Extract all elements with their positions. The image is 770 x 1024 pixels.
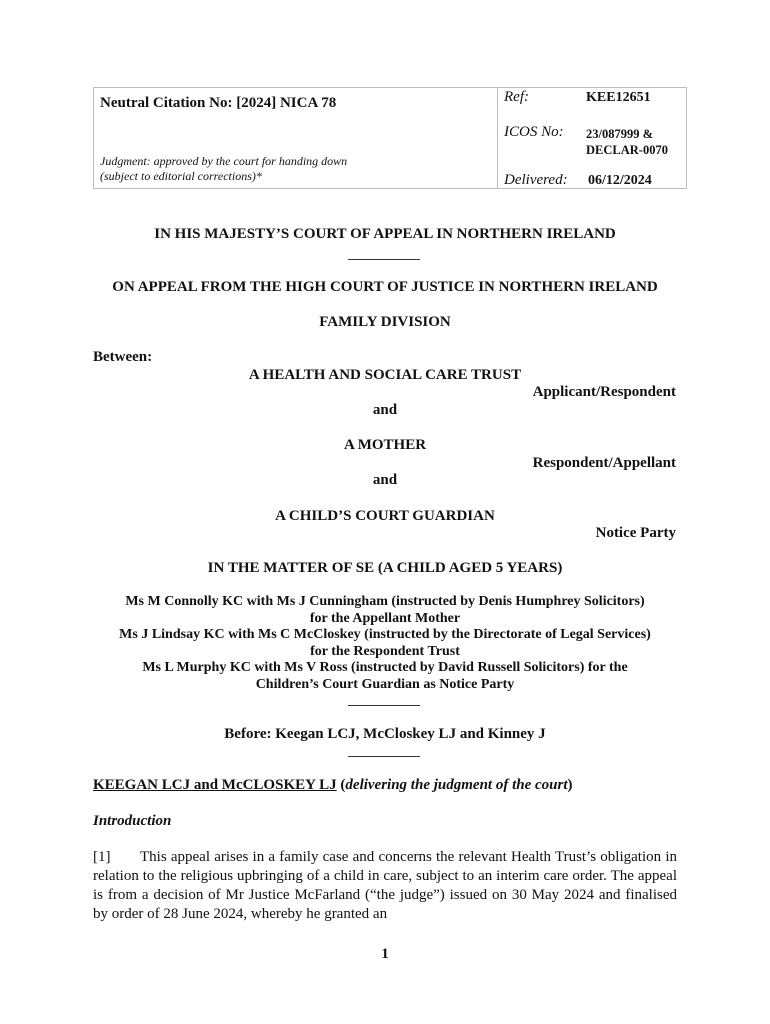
delivering-judges: KEEGAN LCJ and McCLOSKEY LJ (93, 777, 337, 793)
heading-close-paren: ) (567, 777, 573, 793)
divider-rule (348, 705, 420, 706)
delivering-role: delivering the judgment of the court (345, 777, 568, 793)
party-2-name: A MOTHER (343, 437, 427, 453)
approval-note-line-1: Judgment: approved by the court for handing down (100, 154, 348, 168)
icos-value-line-1: 23/087999 & (586, 127, 654, 141)
judgment-heading (93, 777, 573, 794)
counsel-block (93, 594, 677, 693)
paragraph-1 (93, 848, 677, 924)
division: FAMILY DIVISION (319, 314, 451, 330)
paragraph-number: [1] (93, 849, 111, 865)
page-number: 1 (381, 946, 389, 962)
before-judges: Before: Keegan LCJ, McCloskey LJ and Kinney J (224, 726, 546, 742)
counsel-line: Ms L Murphy KC with Ms V Ross (instructed by David Russell Solicitors) for the (142, 660, 628, 675)
counsel-line: for the Respondent Trust (310, 643, 460, 659)
icos-label: ICOS No: (504, 124, 564, 140)
matter-title: IN THE MATTER OF SE (A CHILD AGED 5 YEARS) (207, 560, 563, 576)
delivered-value: 06/12/2024 (588, 173, 652, 188)
party-3-role: Notice Party (595, 525, 676, 541)
citation-box (93, 87, 687, 189)
court-title: IN HIS MAJESTY’S COURT OF APPEAL IN NORTHERN IRELAND (154, 226, 616, 242)
party-1-name: A HEALTH AND SOCIAL CARE TRUST (248, 367, 522, 383)
party-3-name: A CHILD’S COURT GUARDIAN (275, 508, 495, 524)
counsel-line: Children’s Court Guardian as Notice Party (255, 676, 515, 692)
counsel-line: for the Appellant Mother (309, 610, 461, 626)
icos-value (586, 126, 668, 158)
icos-value-line-2: DECLAR-0070 (586, 143, 668, 157)
neutral-citation: Neutral Citation No: [2024] NICA 78 (100, 95, 337, 111)
judgment-approval-note (100, 154, 490, 184)
paragraph-text: This appeal arises in a family case and concerns the relevant Health Trust’s obligation in relation to the religious upbringing of a child in care, subject to an interim care order. The appeal is from a decision of Mr Justice McFarland (“the judge”) issued on 30 May 2024 and finalised by order of 28 June 2024, whereby he granted an (93, 849, 677, 922)
heading-open-paren: ( (336, 777, 346, 793)
divider-rule (348, 259, 420, 260)
between-label: Between: (93, 349, 153, 365)
party-1-role: Applicant/Respondent (532, 384, 676, 400)
counsel-line: Ms J Lindsay KC with Ms C McCloskey (instructed by the Directorate of Legal Services) (119, 627, 651, 642)
counsel-line: Ms M Connolly KC with Ms J Cunningham (instructed by Denis Humphrey Solicitors) (125, 594, 645, 609)
and-separator-2: and (372, 472, 398, 488)
divider-rule (348, 756, 420, 757)
party-2-role: Respondent/Appellant (532, 455, 676, 471)
citation-box-divider (497, 88, 498, 188)
ref-label: Ref: (504, 89, 529, 105)
appeal-from: ON APPEAL FROM THE HIGH COURT OF JUSTICE IN NORTHERN IRELAND (112, 279, 658, 295)
section-title: Introduction (93, 813, 172, 829)
ref-value: KEE12651 (586, 90, 651, 105)
delivered-label: Delivered: (504, 172, 568, 188)
and-separator-1: and (372, 402, 398, 418)
approval-note-line-2: (subject to editorial corrections)* (100, 169, 262, 183)
